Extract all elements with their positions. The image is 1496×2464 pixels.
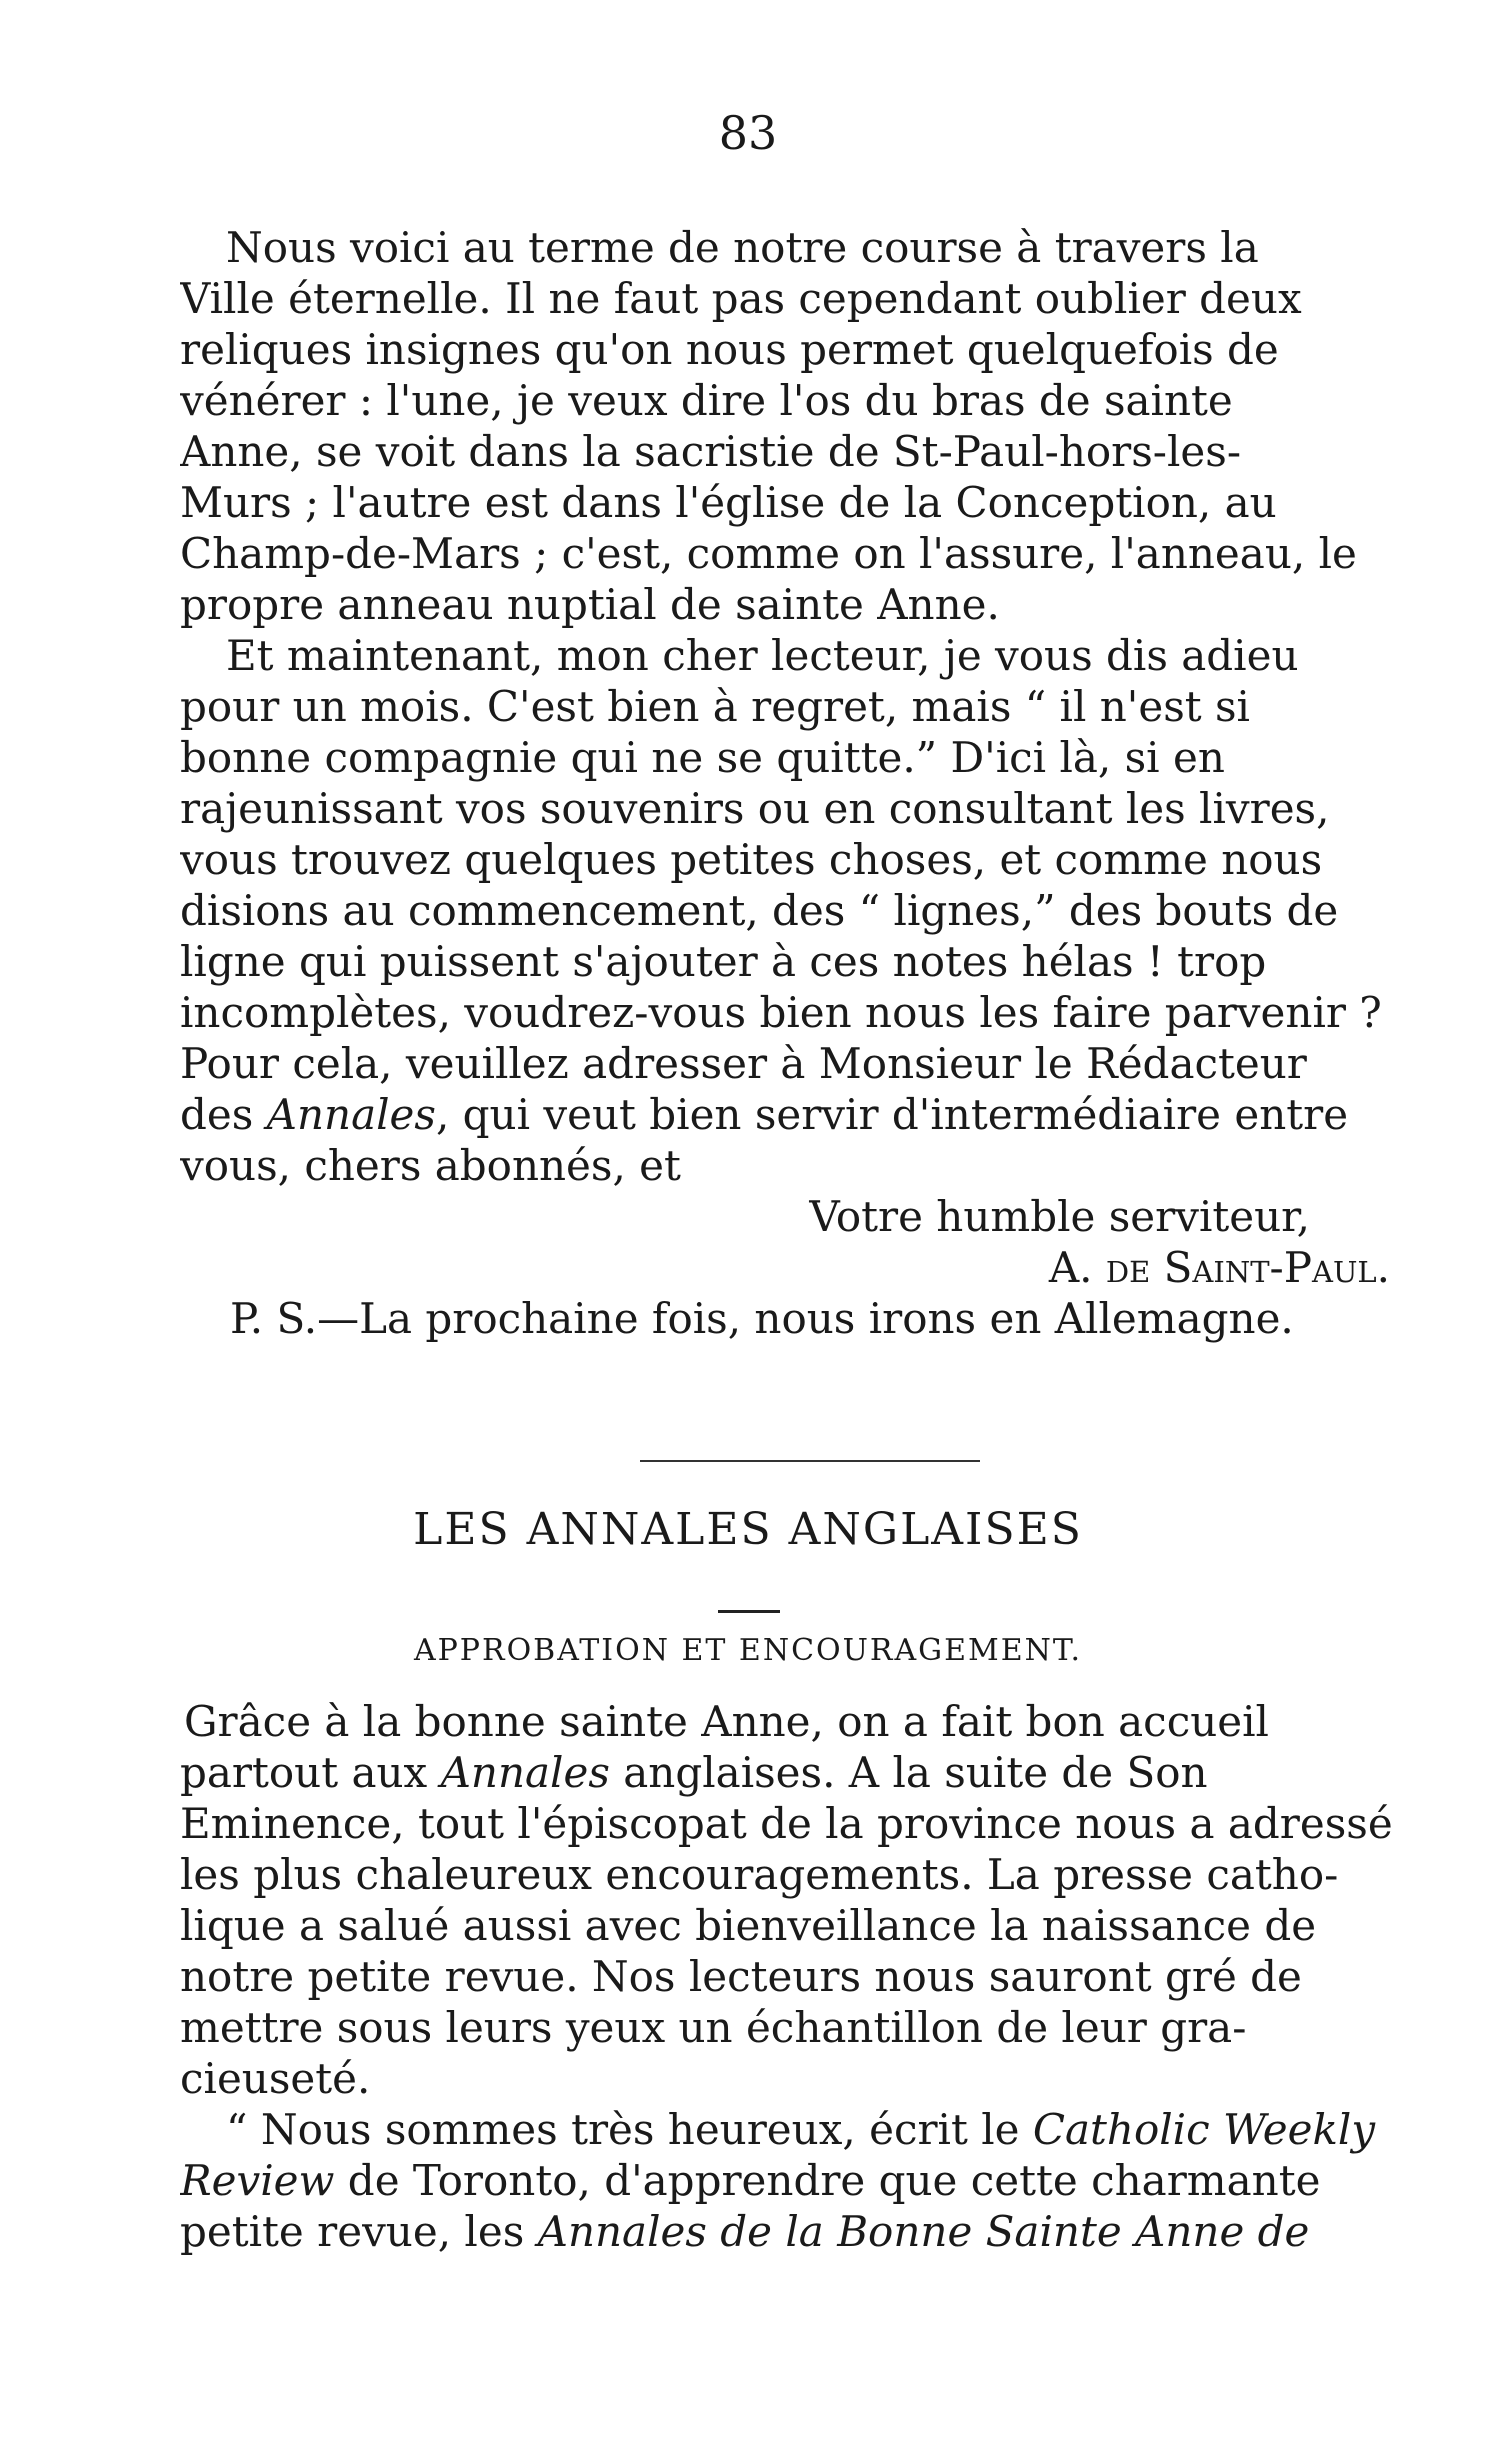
italic-title: Annales — [440, 1748, 610, 1797]
section-subtitle: APPROBATION ET ENCOURAGEMENT. — [413, 1633, 1083, 1668]
italic-title: Review — [180, 2156, 335, 2205]
signature-name: Saint-Paul. — [1163, 1243, 1390, 1292]
closing-salutation: Votre humble serviteur, — [809, 1192, 1310, 1241]
text-line: Murs ; l'autre est dans l'église de la Conception, au — [180, 478, 1277, 527]
signature-initial: A. de — [1048, 1243, 1164, 1292]
text-line: disions au commencement, des “ lignes,” des bouts de — [180, 886, 1339, 935]
text-line: pour un mois. C'est bien à regret, mais “ il n'est si — [180, 682, 1250, 731]
text-line: les plus chaleureux encouragements. La presse catho- — [180, 1850, 1339, 1899]
text-line: Grâce à la bonne sainte Anne, on a fait bon accueil — [184, 1697, 1269, 1746]
italic-title: Annales de la Bonne Sainte Anne de — [537, 2207, 1310, 2256]
text-line: Champ-de-Mars ; c'est, comme on l'assure, l'anneau, le — [180, 529, 1357, 578]
section-divider — [640, 1460, 980, 1462]
text-line: incomplètes, voudrez-vous bien nous les faire parvenir ? — [180, 988, 1382, 1037]
title-underline — [718, 1610, 780, 1613]
text-line: vénérer : l'une, je veux dire l'os du bras de sainte — [180, 376, 1233, 425]
text-line: Nous voici au terme de notre course à travers la — [226, 223, 1259, 272]
text-line: bonne compagnie qui ne se quitte.” D'ici là, si en — [180, 733, 1225, 782]
text-fragment: “ Nous sommes très heureux, écrit le — [226, 2105, 1033, 2154]
text-line — [180, 2155, 1440, 2206]
section-saint-paul-text — [180, 222, 1440, 1344]
text-line — [180, 2206, 1440, 2257]
section-annales-text — [180, 1696, 1440, 2257]
text-fragment: partout aux — [180, 1748, 441, 1797]
text-line: Eminence, tout l'épiscopat de la province nous a adressé — [180, 1799, 1393, 1848]
text-line — [180, 2104, 1440, 2155]
page-number: 83 — [718, 106, 778, 160]
text-fragment: petite revue, les — [180, 2207, 538, 2256]
text-line: notre petite revue. Nos lecteurs nous sauront gré de — [180, 1952, 1302, 2001]
section-title: LES ANNALES ANGLAISES — [413, 1504, 1083, 1555]
text-line: lique a salué aussi avec bienveillance la naissance de — [180, 1901, 1317, 1950]
text-line: ligne qui puissent s'ajouter à ces notes hélas ! trop — [180, 937, 1267, 986]
text-line: cieuseté. — [180, 2054, 371, 2103]
text-line: Pour cela, veuillez adresser à Monsieur le Rédacteur — [180, 1039, 1307, 1088]
text-line: mettre sous leurs yeux un échantillon de leur gra- — [180, 2003, 1247, 2052]
text-line: Ville éternelle. Il ne faut pas cependant oublier deux — [180, 274, 1302, 323]
text-fragment: des — [180, 1090, 267, 1139]
text-fragment: de Toronto, d'apprendre que cette charmante — [334, 2156, 1321, 2205]
signature — [180, 1242, 1440, 1293]
italic-title: Catholic Weekly — [1032, 2105, 1376, 2154]
text-fragment: , qui veut bien servir d'intermédiaire entre — [435, 1090, 1349, 1139]
text-line: propre anneau nuptial de sainte Anne. — [180, 580, 1000, 629]
text-line: rajeunissant vos souvenirs ou en consultant les livres, — [180, 784, 1330, 833]
text-line: reliques insignes qu'on nous permet quelquefois de — [180, 325, 1279, 374]
text-line: vous trouvez quelques petites choses, et comme nous — [180, 835, 1323, 884]
text-line: vous, chers abonnés, et — [180, 1141, 681, 1190]
text-line: Anne, se voit dans la sacristie de St-Paul-hors-les- — [180, 427, 1242, 476]
text-line — [180, 1089, 1440, 1140]
italic-title: Annales — [266, 1090, 436, 1139]
text-line — [180, 1747, 1440, 1798]
text-line: Et maintenant, mon cher lecteur, je vous dis adieu — [226, 631, 1299, 680]
text-fragment: anglaises. A la suite de Son — [609, 1748, 1208, 1797]
postscript: P. S.—La prochaine fois, nous irons en Allemagne. — [230, 1294, 1294, 1343]
